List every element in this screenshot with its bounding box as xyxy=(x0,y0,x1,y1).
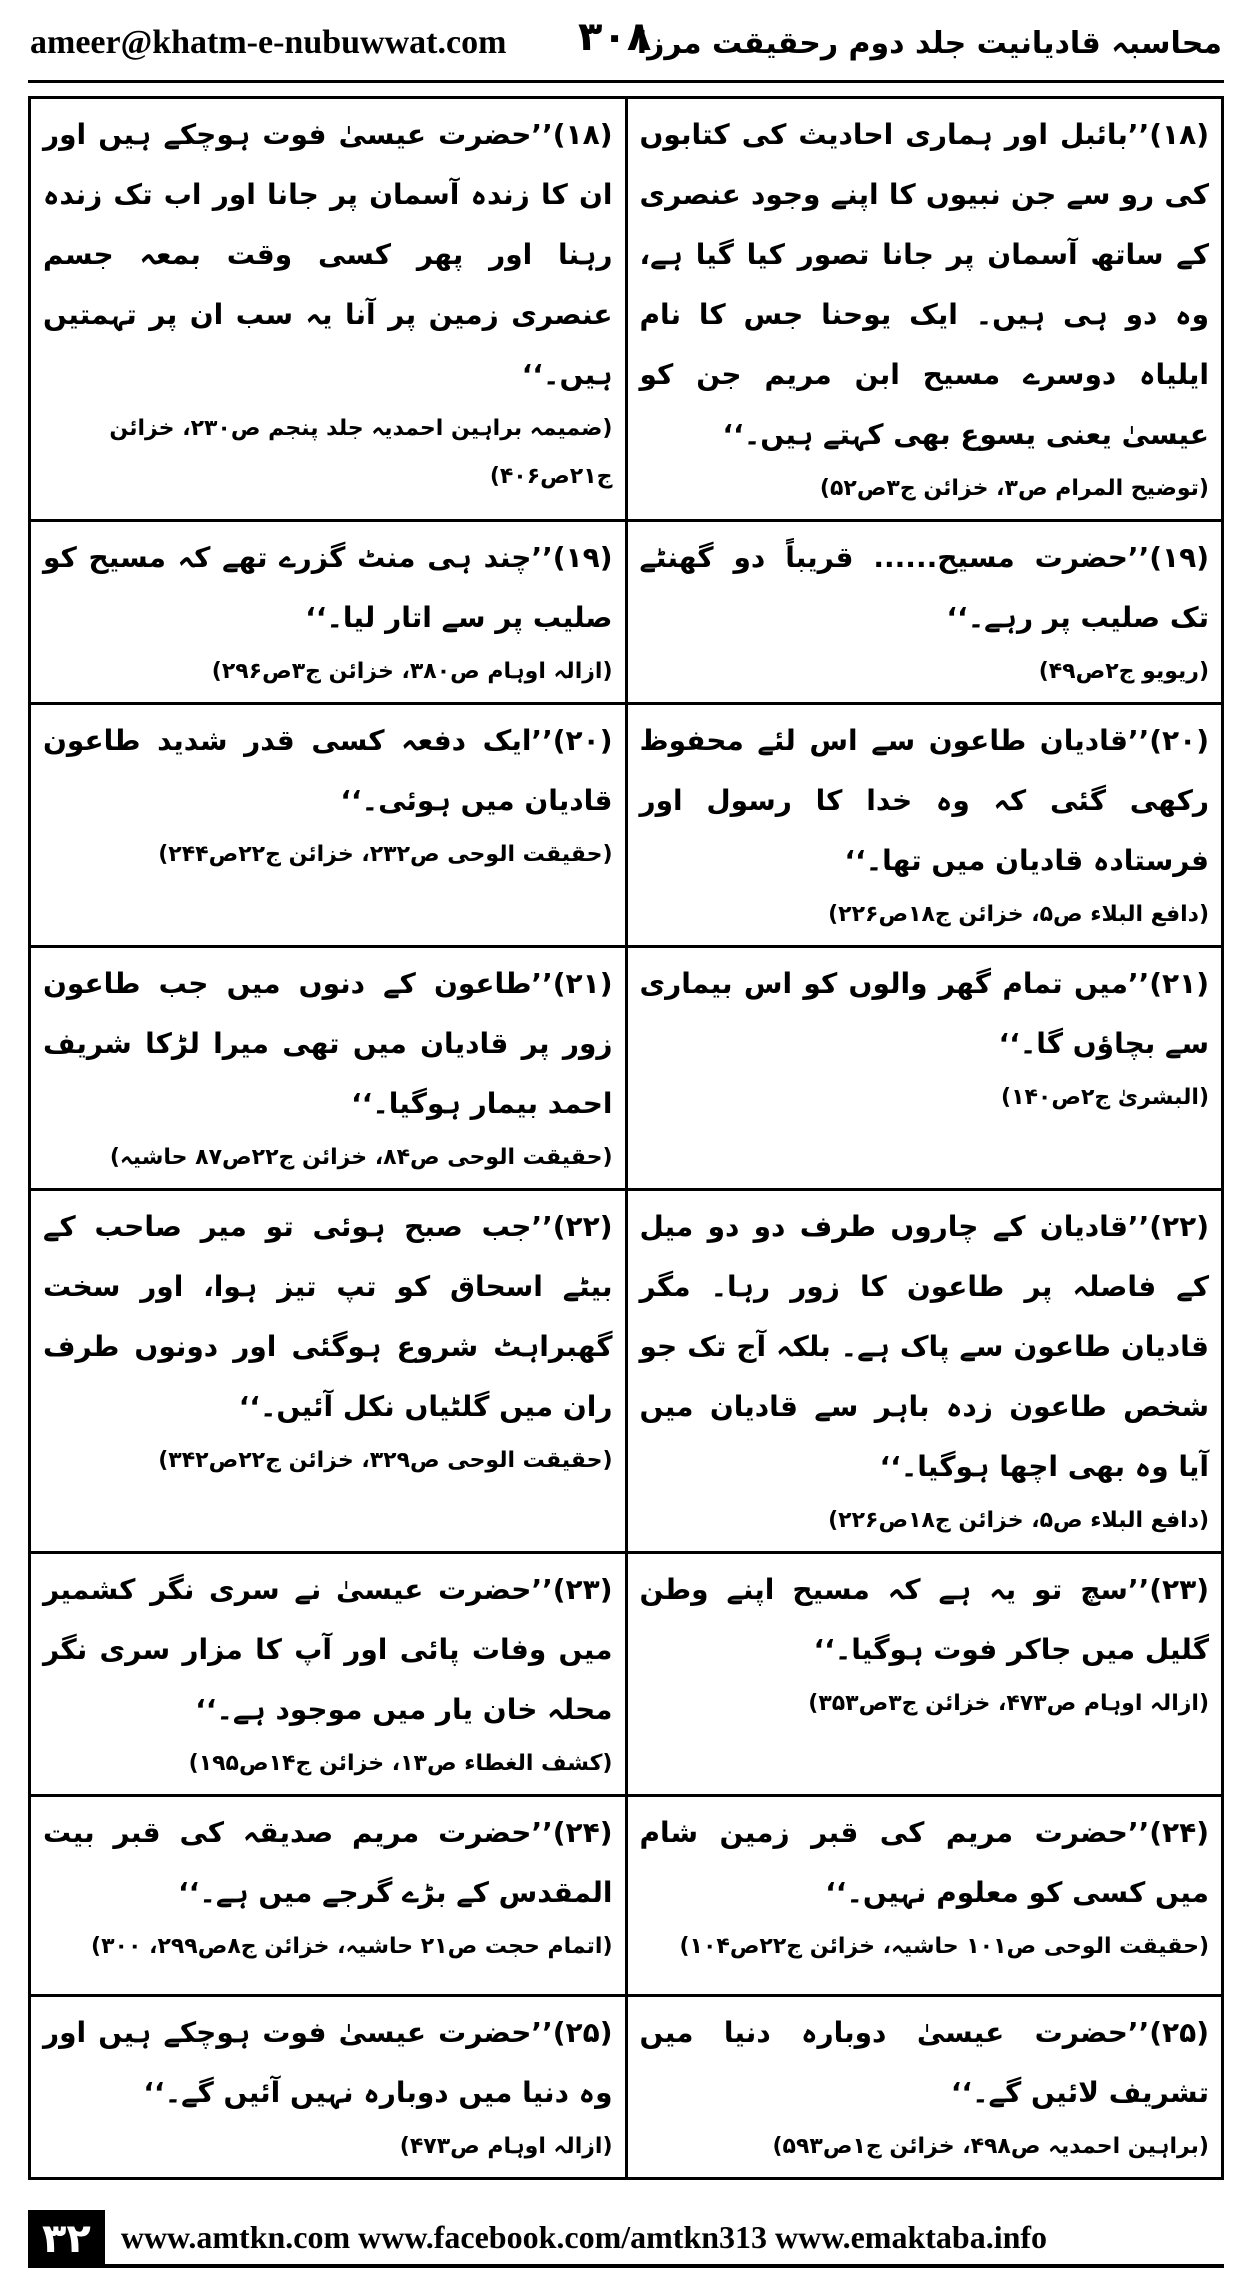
quote-text: (۱۸)’’بائبل اور ہماری احادیث کی کتابوں کی رو سے جن نبیوں کا اپنے وجود عنصری کے ساتھ آسمان پر جانا تصور کیا گیا ہے، وہ دو ہی ہیں۔ ایک یوحنا جس کا نام ایلیاہ دوسرے مسیح ابن مریم جن کو عیسیٰ یعنی یسوع بھی کہتے ہیں۔‘‘ xyxy=(639,118,1209,451)
quote-text: (۲۰)’’ایک دفعہ کسی قدر شدید طاعون قادیان میں ہوئی۔‘‘ xyxy=(43,724,613,817)
left-cell xyxy=(30,1190,627,1553)
page-footer xyxy=(28,2210,1224,2268)
quote-text: (۲۴)’’حضرت مریم کی قبر زمین شام میں کسی کو معلوم نہیں۔‘‘ xyxy=(639,1816,1209,1909)
reference: (دافع البلاء ص۵، خزائن ج۱۸ص۲۲۶) xyxy=(828,1508,1209,1533)
left-cell xyxy=(30,947,627,1190)
quote-text: (۲۳)’’حضرت عیسیٰ نے سری نگر کشمیر میں وفات پائی اور آپ کا مزار سری نگر محلہ خان یار میں موجود ہے۔‘‘ xyxy=(43,1573,613,1726)
comparison-table xyxy=(28,96,1224,2180)
reference: (حقیقت الوحی ص۲۳۲، خزائن ج۲۲ص۲۴۴) xyxy=(158,842,613,867)
footer-page-number: ۳۲ xyxy=(28,2210,105,2268)
table-row xyxy=(30,1796,1223,1996)
header-email: ameer@khatm-e-nubuwwat.com xyxy=(30,24,507,61)
reference: (دافع البلاء ص۵، خزائن ج۱۸ص۲۲۶) xyxy=(828,902,1209,927)
quote-text: (۱۹)’’حضرت مسیح...... قریباً دو گھنٹے تک صلیب پر رہے۔‘‘ xyxy=(639,541,1209,634)
right-cell xyxy=(626,1796,1223,1996)
table-row xyxy=(30,98,1223,521)
quote-text: (۲۵)’’حضرت عیسیٰ دوبارہ دنیا میں تشریف لائیں گے۔‘‘ xyxy=(639,2016,1209,2109)
left-cell xyxy=(30,1796,627,1996)
reference: (اتمام حجت ص۲۱ حاشیہ، خزائن ج۸ص۲۹۹، ۳۰۰) xyxy=(91,1934,613,1959)
footer-links: www.amtkn.com www.facebook.com/amtkn313 www.emaktaba.info xyxy=(105,2210,1224,2268)
left-cell xyxy=(30,704,627,947)
reference: (ازالہ اوہام ص۴۷۳) xyxy=(399,2134,613,2159)
header-book-title: محاسبہ قادیانیت جلد دوم رحقیقت مرزا xyxy=(636,25,1222,61)
left-cell xyxy=(30,1553,627,1796)
table-row xyxy=(30,704,1223,947)
reference: (ضمیمہ براہین احمدیہ جلد پنجم ص۲۳۰، خزائن ج۲۱ص۴۰۶) xyxy=(109,416,613,489)
table-row xyxy=(30,1190,1223,1553)
header-page-number: ۳۰۸ xyxy=(578,14,652,60)
table-row xyxy=(30,1553,1223,1796)
reference: (حقیقت الوحی ص۸۴، خزائن ج۲۲ص۸۷ حاشیہ) xyxy=(109,1145,613,1170)
reference: (کشف الغطاء ص۱۳، خزائن ج۱۴ص۱۹۵) xyxy=(188,1751,613,1776)
quote-text: (۲۱)’’میں تمام گھر والوں کو اس بیماری سے بچاؤں گا۔‘‘ xyxy=(639,967,1209,1060)
right-cell xyxy=(626,1190,1223,1553)
quote-text: (۲۴)’’حضرت مریم صدیقہ کی قبر بیت المقدس کے بڑے گرجے میں ہے۔‘‘ xyxy=(43,1816,613,1909)
left-cell xyxy=(30,98,627,521)
quote-text: (۱۹)’’چند ہی منٹ گزرے تھے کہ مسیح کو صلیب پر سے اتار لیا۔‘‘ xyxy=(43,541,613,634)
right-cell xyxy=(626,947,1223,1190)
quote-text: (۲۵)’’حضرت عیسیٰ فوت ہوچکے ہیں اور وہ دنیا میں دوبارہ نہیں آئیں گے۔‘‘ xyxy=(43,2016,613,2109)
right-cell xyxy=(626,1553,1223,1796)
quote-text: (۲۱)’’طاعون کے دنوں میں جب طاعون زور پر قادیان میں تھی میرا لڑکا شریف احمد بیمار ہوگیا۔‘‘ xyxy=(43,967,613,1120)
reference: (براہین احمدیہ ص۴۹۸، خزائن ج۱ص۵۹۳) xyxy=(772,2134,1209,2159)
quote-text: (۲۲)’’قادیان کے چاروں طرف دو دو میل کے فاصلہ پر طاعون کا زور رہا۔ مگر قادیان طاعون سے پاک ہے۔ بلکہ آج تک جو شخص طاعون زدہ باہر سے قادیان میں آیا وہ بھی اچھا ہوگیا۔‘‘ xyxy=(639,1210,1209,1483)
right-cell xyxy=(626,704,1223,947)
table-row xyxy=(30,1996,1223,2179)
quote-text: (۲۳)’’سچ تو یہ ہے کہ مسیح اپنے وطن گلیل میں جاکر فوت ہوگیا۔‘‘ xyxy=(639,1573,1209,1666)
left-cell xyxy=(30,1996,627,2179)
right-cell xyxy=(626,521,1223,704)
reference: (ریویو ج۲ص۴۹) xyxy=(1038,659,1209,684)
reference: (توضیح المرام ص۳، خزائن ج۳ص۵۲) xyxy=(819,476,1209,501)
table-row xyxy=(30,521,1223,704)
header-rule xyxy=(28,80,1224,83)
right-cell xyxy=(626,1996,1223,2179)
quote-text: (۲۰)’’قادیان طاعون سے اس لئے محفوظ رکھی گئی کہ وہ خدا کا رسول اور فرستادہ قادیان میں تھا۔‘‘ xyxy=(639,724,1209,877)
reference: (البشریٰ ج۲ص۱۴۰) xyxy=(1001,1085,1209,1110)
reference: (ازالہ اوہام ص۴۷۳، خزائن ج۳ص۳۵۳) xyxy=(808,1691,1209,1716)
reference: (ازالہ اوہام ص۳۸۰، خزائن ج۳ص۲۹۶) xyxy=(211,659,613,684)
left-cell xyxy=(30,521,627,704)
reference: (حقیقت الوحی ص۳۲۹، خزائن ج۲۲ص۳۴۲) xyxy=(158,1448,613,1473)
quote-text: (۱۸)’’حضرت عیسیٰ فوت ہوچکے ہیں اور ان کا زندہ آسمان پر جانا اور اب تک زندہ رہنا اور پھر کسی وقت بمعہ جسم عنصری زمین پر آنا یہ سب ان پر تہمتیں ہیں۔‘‘ xyxy=(43,118,613,391)
right-cell xyxy=(626,98,1223,521)
reference: (حقیقت الوحی ص۱۰۱ حاشیہ، خزائن ج۲۲ص۱۰۴) xyxy=(679,1934,1209,1959)
table-row xyxy=(30,947,1223,1190)
quote-text: (۲۲)’’جب صبح ہوئی تو میر صاحب کے بیٹے اسحاق کو تپ تیز ہوا، اور سخت گھبراہٹ شروع ہوگئی اور دونوں طرف ران میں گلٹیاں نکل آئیں۔‘‘ xyxy=(43,1210,613,1423)
